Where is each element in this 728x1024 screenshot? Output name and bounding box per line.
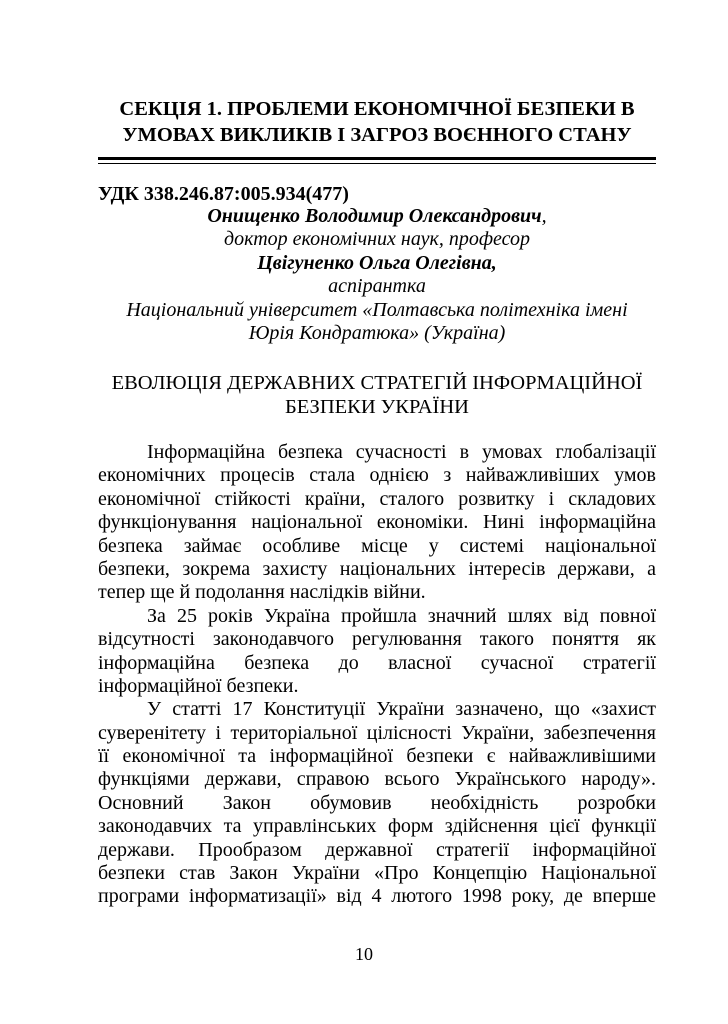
header-rule-thick <box>98 157 656 160</box>
author-2-title: аспірантка <box>328 275 426 298</box>
author-1-comma: , <box>541 205 547 227</box>
affiliation-line: Національний університет «Полтавська політехніка імені <box>126 298 628 321</box>
body-line: безпеки став Закон України «Про Концепцію Національної <box>98 862 656 885</box>
section-title-line: УМОВАХ ВИКЛИКІВ І ЗАГРОЗ ВОЄННОГО СТАНУ <box>122 124 632 146</box>
body-line: тепер ще й подолання наслідків війни. <box>98 581 426 604</box>
author-2-name: Цвігуненко Ольга Олегівна, <box>257 251 497 274</box>
body-line: функціями держави, справою всього Українського народу». <box>98 768 656 791</box>
udk-code: УДК 338.246.87:005.934(477) <box>98 183 349 205</box>
header-rule-thin <box>98 163 656 164</box>
body-line: Основний Закон обумовив необхідність розробки <box>98 791 656 814</box>
body-line: її економічної та інформаційної безпеки є найважливішими <box>98 745 656 768</box>
author-block <box>98 205 656 345</box>
paper-title <box>98 372 656 419</box>
page-number: 10 <box>355 944 373 964</box>
body-line: безпека займає особливе місце у системі національної <box>98 534 656 557</box>
body-line: Інформаційна безпека сучасності в умовах глобалізації <box>147 441 656 463</box>
section-title <box>98 96 656 148</box>
body-line: економічної стійкості країни, сталого розвитку і складових <box>98 487 656 510</box>
author-1-name: Онищенко Володимир Олександрович <box>207 205 542 227</box>
affiliation-line: Юрія Кондратюка» (Україна) <box>248 322 506 345</box>
body-line: За 25 років Україна пройшла значний шлях від повної <box>147 604 656 627</box>
body-line: інформаційної безпеки. <box>98 674 299 697</box>
body-line: функціонування національної економіки. Нині інформаційна <box>98 511 656 534</box>
body-line: держави. Прообразом державної стратегії інформаційної <box>98 838 656 861</box>
body-line: суверенітету і територіальної цілісності України, забезпечення <box>98 721 656 744</box>
body-line: законодавчих та управлінських форм здійснення цієї функції <box>98 815 656 838</box>
body-text <box>98 441 656 909</box>
body-line: інформаційна безпека до власної сучасної стратегії <box>98 651 656 674</box>
paper-title-line: БЕЗПЕКИ УКРАЇНИ <box>285 395 469 418</box>
paper-title-line: ЕВОЛЮЦІЯ ДЕРЖАВНИХ СТРАТЕГІЙ ІНФОРМАЦІЙНОЇ <box>111 372 643 394</box>
section-title-line: СЕКЦІЯ 1. ПРОБЛЕМИ ЕКОНОМІЧНОЇ БЕЗПЕКИ В <box>119 98 635 120</box>
body-line: відсутності законодавчого регулювання такого поняття як <box>98 628 656 651</box>
body-line: програми інформатизації» від 4 лютого 1998 року, де вперше <box>98 885 656 908</box>
body-line: безпеки, зокрема захисту національних інтересів держави, а <box>98 557 656 580</box>
author-1 <box>98 205 656 228</box>
author-1-title: доктор економічних наук, професор <box>223 228 531 251</box>
body-line: економічних процесів стала однією з найважливіших умов <box>98 464 656 487</box>
body-line: У статті 17 Конституції України зазначено, що «захист <box>147 698 656 721</box>
